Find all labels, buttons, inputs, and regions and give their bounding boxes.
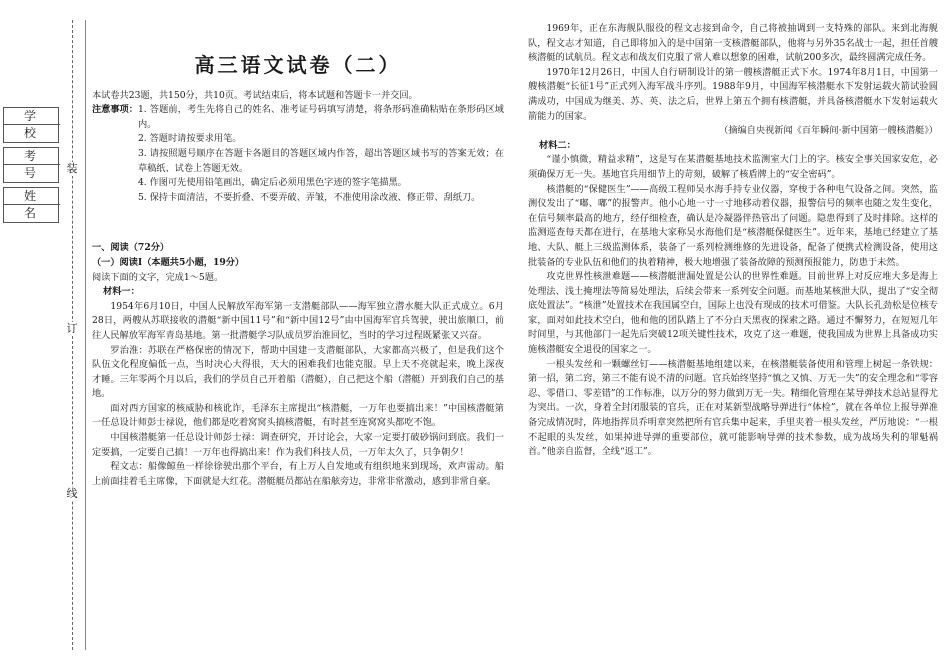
notes-heading: 注意事项： (92, 104, 138, 116)
note-item: 1. 答题前，考生先将自己的姓名、准考证号码填写清楚，将条形码准确粘贴在条形码区域内。 (137, 104, 504, 130)
seal-solid-line (85, 20, 86, 650)
paragraph: 攻克世界性核泄难题——核潜艇泄漏处置是公认的世界性难题。目前世界上对反应堆大多是海上处理法、浅土掩埋法等简易处理法，后续会带来一系列安全问题。而基地某核泄大队，提出了“安全彻底处置法”。“核泄”处置技术在我国属空白，国际上也没有现成的技术可借鉴。大队长孔劲松是位核专家，面对如此技术空白，他和他的团队踏上了不分白天黑夜的探索之路。通过不懈努力，在短短几年时间里，与其他部门一起先后突破12项关键性技术，攻克了这一难题，使我国成为世界上具备成功实施核潜艇安全退役的国家之一。 (528, 271, 938, 356)
exam-number-label: 考 号 (4, 148, 60, 165)
left-column (92, 22, 504, 652)
paragraph: 中国核潜艇第一任总设计师彭士禄：调查研究，开讨论会，大家一定要打破砂锅问到底。我们一定要搞，一定要自己搞！一万年也得搞出来！作为我们科技人员，一万年太久了，只争朝夕！ (92, 432, 504, 458)
paragraph: “谨小慎微，精益求精”，这是写在某潜艇基地技术监测室大门上的字。核安全事关国家安危，必须确保万无一失。基地官兵用细节上的苛刻，破解了核盾牌上的“安全密码”。 (528, 154, 938, 180)
school-box[interactable] (3, 107, 59, 143)
paragraph: 1954年6月10日，中国人民解放军海军第一支潜艇部队——海军独立潜水艇大队正式成立。6月28日，两艘从苏联接收的潜艇“新中国11号”和“新中国12号”由中国海军官兵驾驶，驶出旅顺口，前往人民解放军海军青岛基地。第一批潜艇学习队成员罗治淮回忆，当时的学习过程既紧张又兴奋。 (92, 300, 504, 341)
school-label: 学 校 (4, 108, 60, 125)
name-box[interactable] (3, 187, 59, 223)
notes-block (92, 103, 504, 205)
binding-margin (0, 0, 92, 664)
material-two-label: 材料二： (539, 139, 576, 151)
exam-intro: 本试卷共23题，共150分，共10页。考试结束后，将本试题和答题卡一并交回。 (92, 89, 418, 101)
seal-char-xian: 线 (66, 487, 78, 500)
page-title: 高三语文试卷（二） (194, 53, 402, 77)
notes-list (138, 103, 504, 205)
paragraph: 罗治淮：苏联在严格保密的情况下，帮助中国建一支潜艇部队，大家都高兴极了，但是我们这个队伍文化程度偏低一点，当时决心大得很，天大的困难我们也能克服。早上天不亮就起来，晚上深夜才睡。三年零两个月以后，我们的学员自己开着船（潜艇），自己把这个船（潜艇）开到我们自己的基地。 (92, 344, 504, 400)
paragraph: 一根头发丝和一颗螺丝钉——核潜艇基地组建以来，在核潜艇装备使用和管理上树起一条铁规：第一招，第二窍，第三不能有说不清的问题。官兵始终坚持“慎之又慎、万无一失”的安全理念和“零容忍、零借口、零差错”的工作标准，以万分的努力做到万无一失。精细化管理在某导弹技术总站显得尤为突出。一次，身着全封闭服装的官兵，正在对某新型战略导弹进行“体检”，就在各单位上报导弹准备完成情况时，阵地指挥员乔明章突然把所有官兵集中起来，手里夹着一根头发丝，严厉地说：“一根不起眼的头发丝，如果掉进导弹的重要部位，就可能影响导弹的技术参数，成为战场失利的罪魁祸首。”他亲自监督，全线“返工”。 (528, 358, 938, 458)
note-item: 2. 答题时请按要求用笔。 (137, 133, 242, 145)
subsection-heading: （一）阅读Ⅰ（本题共5小题，19分） (92, 256, 245, 268)
seal-char-ding: 订 (66, 322, 78, 335)
reading-instruction: 阅读下面的文字，完成1～5题。 (92, 271, 224, 283)
paragraph: 程文志：船像鲸鱼一样徐徐驶出那个平台，有上万人自发地或有组织地来到现场，欢声雷动。船上前面挂着毛主席像，下面就是大红花。潜艇艇员都站在船舷旁边，非常非常激动，感到非常自豪。 (92, 461, 504, 487)
paragraph: 核潜艇的“保健医生”——高级工程师吴水海手持专业仪器，穿梭于各种电气设备之间。突然，监测仪发出了“嘟、嘟”的报警声。他小心地一寸一寸地移动着仪器，报警信号的频率也随之发生变化，在信号频率最高的地方，经仔细检查，确认是冷凝器伴热管出了问题。隐患得到了及时排除。这样的监测巡查每天都在进行，在基地大家称吴水海他们是“核潜艇保健医生”。近年来，基地已经建立了基地、大队、艇上三级监测体系，装备了一系列检测维修的先进设备，配备了便携式检测设备，使用这批装备的专业队伍和他们的执着精神，极大地增强了装备故障的预测预报能力，防患于未然。 (528, 183, 938, 268)
note-item: 5. 保持卡面清洁，不要折叠、不要弄破、弄皱，不准使用涂改液、修正带、刮纸刀。 (137, 191, 481, 203)
paragraph: 1969年，正在东海舰队服役的程文志接到命令，自己将被抽调到一支特殊的部队。来到北海舰队，程文志才知道，自己即将加入的是中国第一支核潜艇部队，他将与另外35名战士一起，担任首艘核潜艇的试航员。程文志和战友们克服了常人难以想象的困难，试航200多次，最终圆满完成任务。 (528, 23, 938, 64)
seal-char-zhuang: 装 (66, 162, 78, 175)
name-label: 姓 名 (4, 188, 60, 205)
section-heading: 一、阅读（72分） (92, 242, 170, 254)
material-one-label: 材料一： (103, 286, 140, 298)
note-item: 4. 作图可先使用铅笔画出，确定后必须用黑色字迹的签字笔描黑。 (137, 177, 407, 189)
paragraph: 1970年12月26日，中国人自行研制设计的第一艘核潜艇正式下水。1974年8月1日，中国第一艘核潜艇“长征1号”正式列入海军战斗序列。1988年9月，中国海军核潜艇水下发射运载火箭试验圆满成功，中国成为继美、苏、英、法之后，世界上第五个拥有核潜艇，并具备核潜艇水下发射运载火箭能力的国家。 (528, 66, 938, 122)
source-citation: （摘编自央视新闻《百年瞬间·新中国第一艘核潜艇》） (719, 125, 938, 137)
note-item: 3. 请按照题号顺序在答题卡各题目的答题区域内作答，超出答题区域书写的答案无效；在草稿纸、试卷上答题无效。 (137, 147, 504, 174)
exam-number-box[interactable] (3, 147, 59, 183)
right-column (528, 22, 938, 652)
paragraph: 面对西方国家的核威胁和核讹诈，毛泽东主席提出“核潜艇，一万年也要搞出来！”中国核潜艇第一任总设计师彭士禄说，他们都是吃着窝窝头搞核潜艇，有时甚至连窝窝头都吃不饱。 (92, 402, 504, 429)
